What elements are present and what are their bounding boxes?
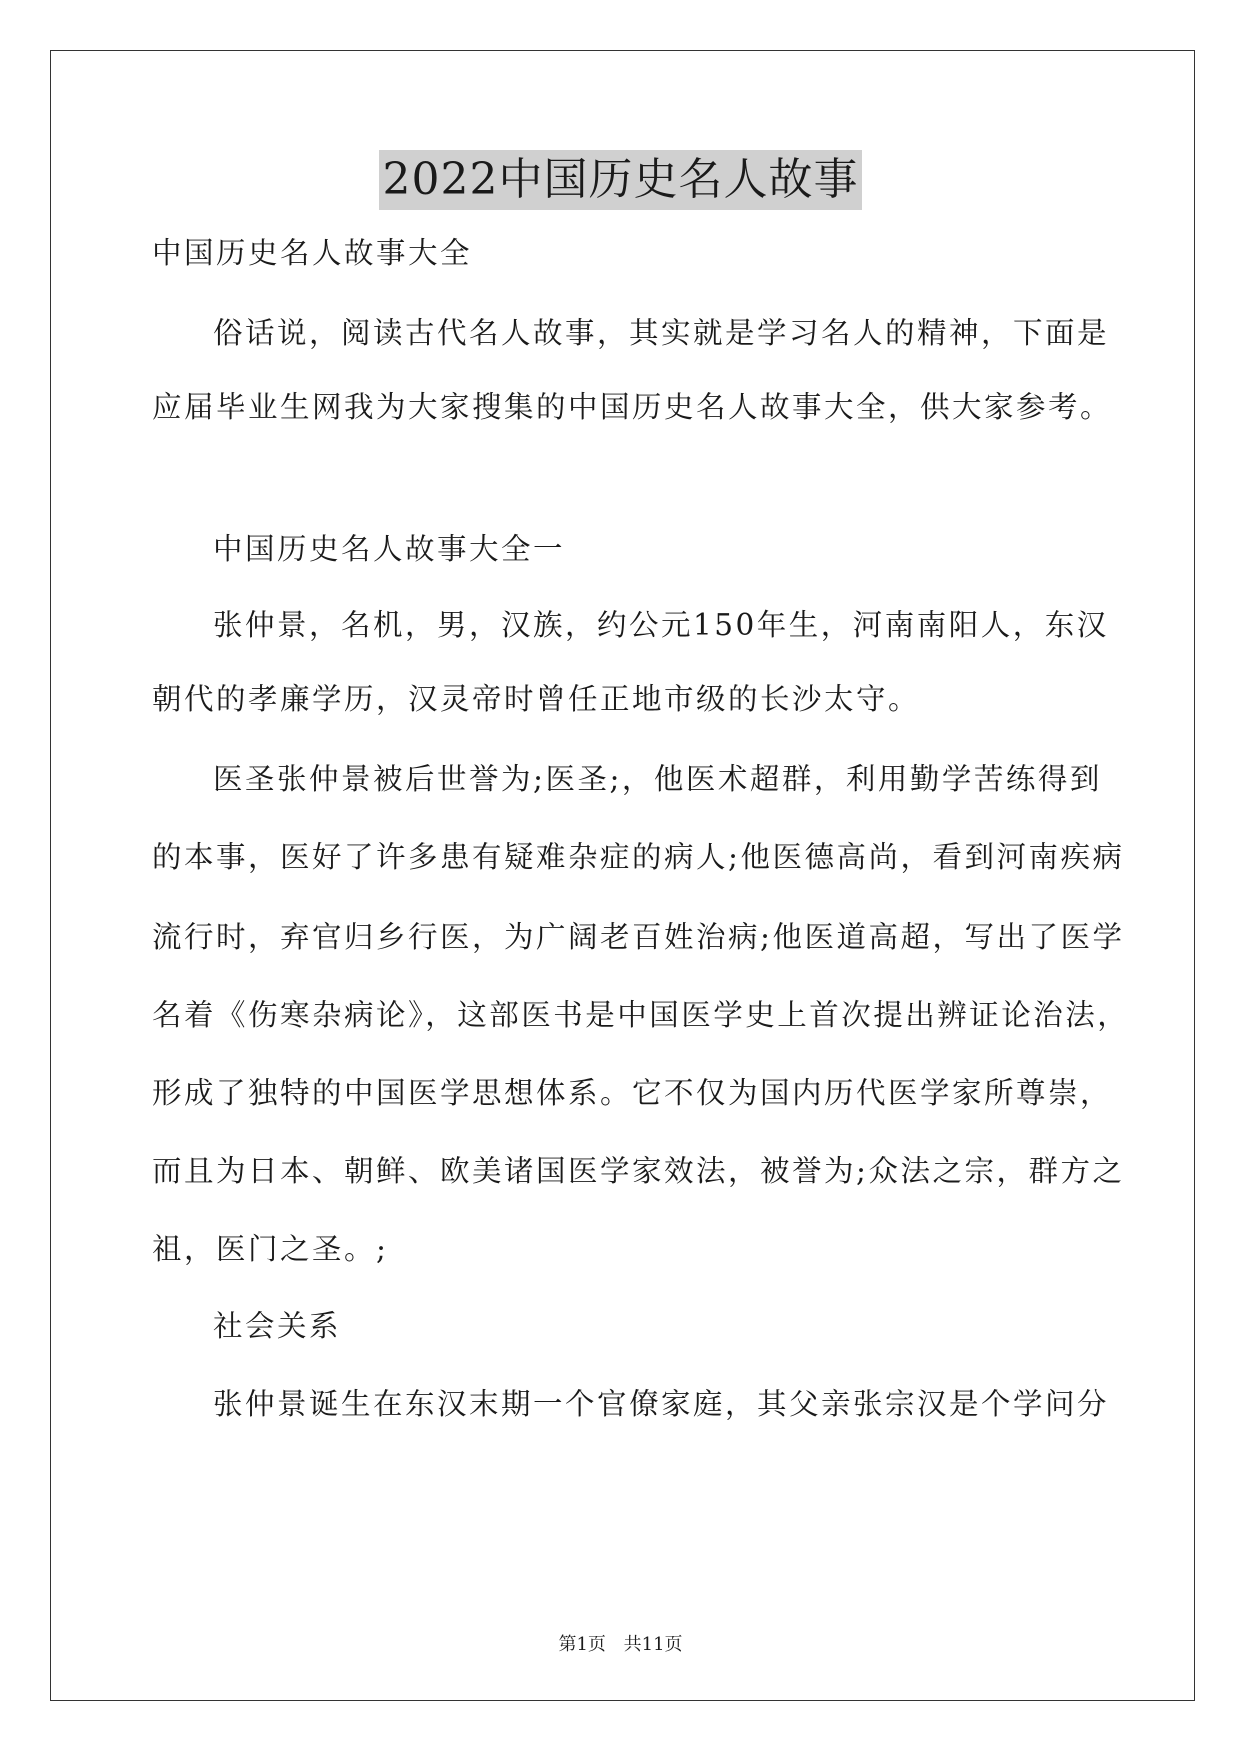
section-heading: 社会关系 xyxy=(213,1309,342,1343)
paragraph-line: 名着《伤寒杂病论》，这部医书是中国医学史上首次提出辨证论治法， xyxy=(152,998,1130,1032)
paragraph-line: 张仲景诞生在东汉末期一个官僚家庭，其父亲张宗汉是个学问分 xyxy=(213,1387,1110,1421)
page-number-total: 共11页 xyxy=(623,1634,683,1655)
paragraph-line: 的本事，医好了许多患有疑难杂症的病人;他医德高尚，看到河南疾病 xyxy=(152,840,1125,874)
paragraph-line: 俗话说，阅读古代名人故事，其实就是学习名人的精神，下面是 xyxy=(213,316,1110,350)
paragraph-line: 应届毕业生网我为大家搜集的中国历史名人故事大全，供大家参考。 xyxy=(152,390,1113,424)
paragraph-line: 医圣张仲景被后世誉为;医圣;，他医术超群，利用勤学苦练得到 xyxy=(213,762,1102,796)
paragraph-line: 流行时，弃官归乡行医，为广阔老百姓治病;他医道高超，写出了医学 xyxy=(152,920,1125,954)
subtitle-line: 中国历史名人故事大全 xyxy=(152,236,473,270)
paragraph-line: 祖，医门之圣。; xyxy=(152,1232,389,1266)
title-container xyxy=(0,150,1241,210)
paragraph-line: 张仲景，名机，男，汉族，约公元150年生，河南南阳人，东汉 xyxy=(213,608,1109,642)
section-heading: 中国历史名人故事大全一 xyxy=(213,532,566,566)
paragraph-line: 而且为日本、朝鲜、欧美诸国医学家效法，被誉为;众法之宗，群方之 xyxy=(152,1154,1125,1188)
page-number-current: 第1页 xyxy=(558,1634,606,1655)
document-title: 2022中国历史名人故事 xyxy=(379,150,863,210)
paragraph-line: 朝代的孝廉学历，汉灵帝时曾任正地市级的长沙太守。 xyxy=(152,682,921,716)
paragraph-line: 形成了独特的中国医学思想体系。它不仅为国内历代医学家所尊崇， xyxy=(152,1076,1113,1110)
page-footer xyxy=(0,1630,1241,1656)
